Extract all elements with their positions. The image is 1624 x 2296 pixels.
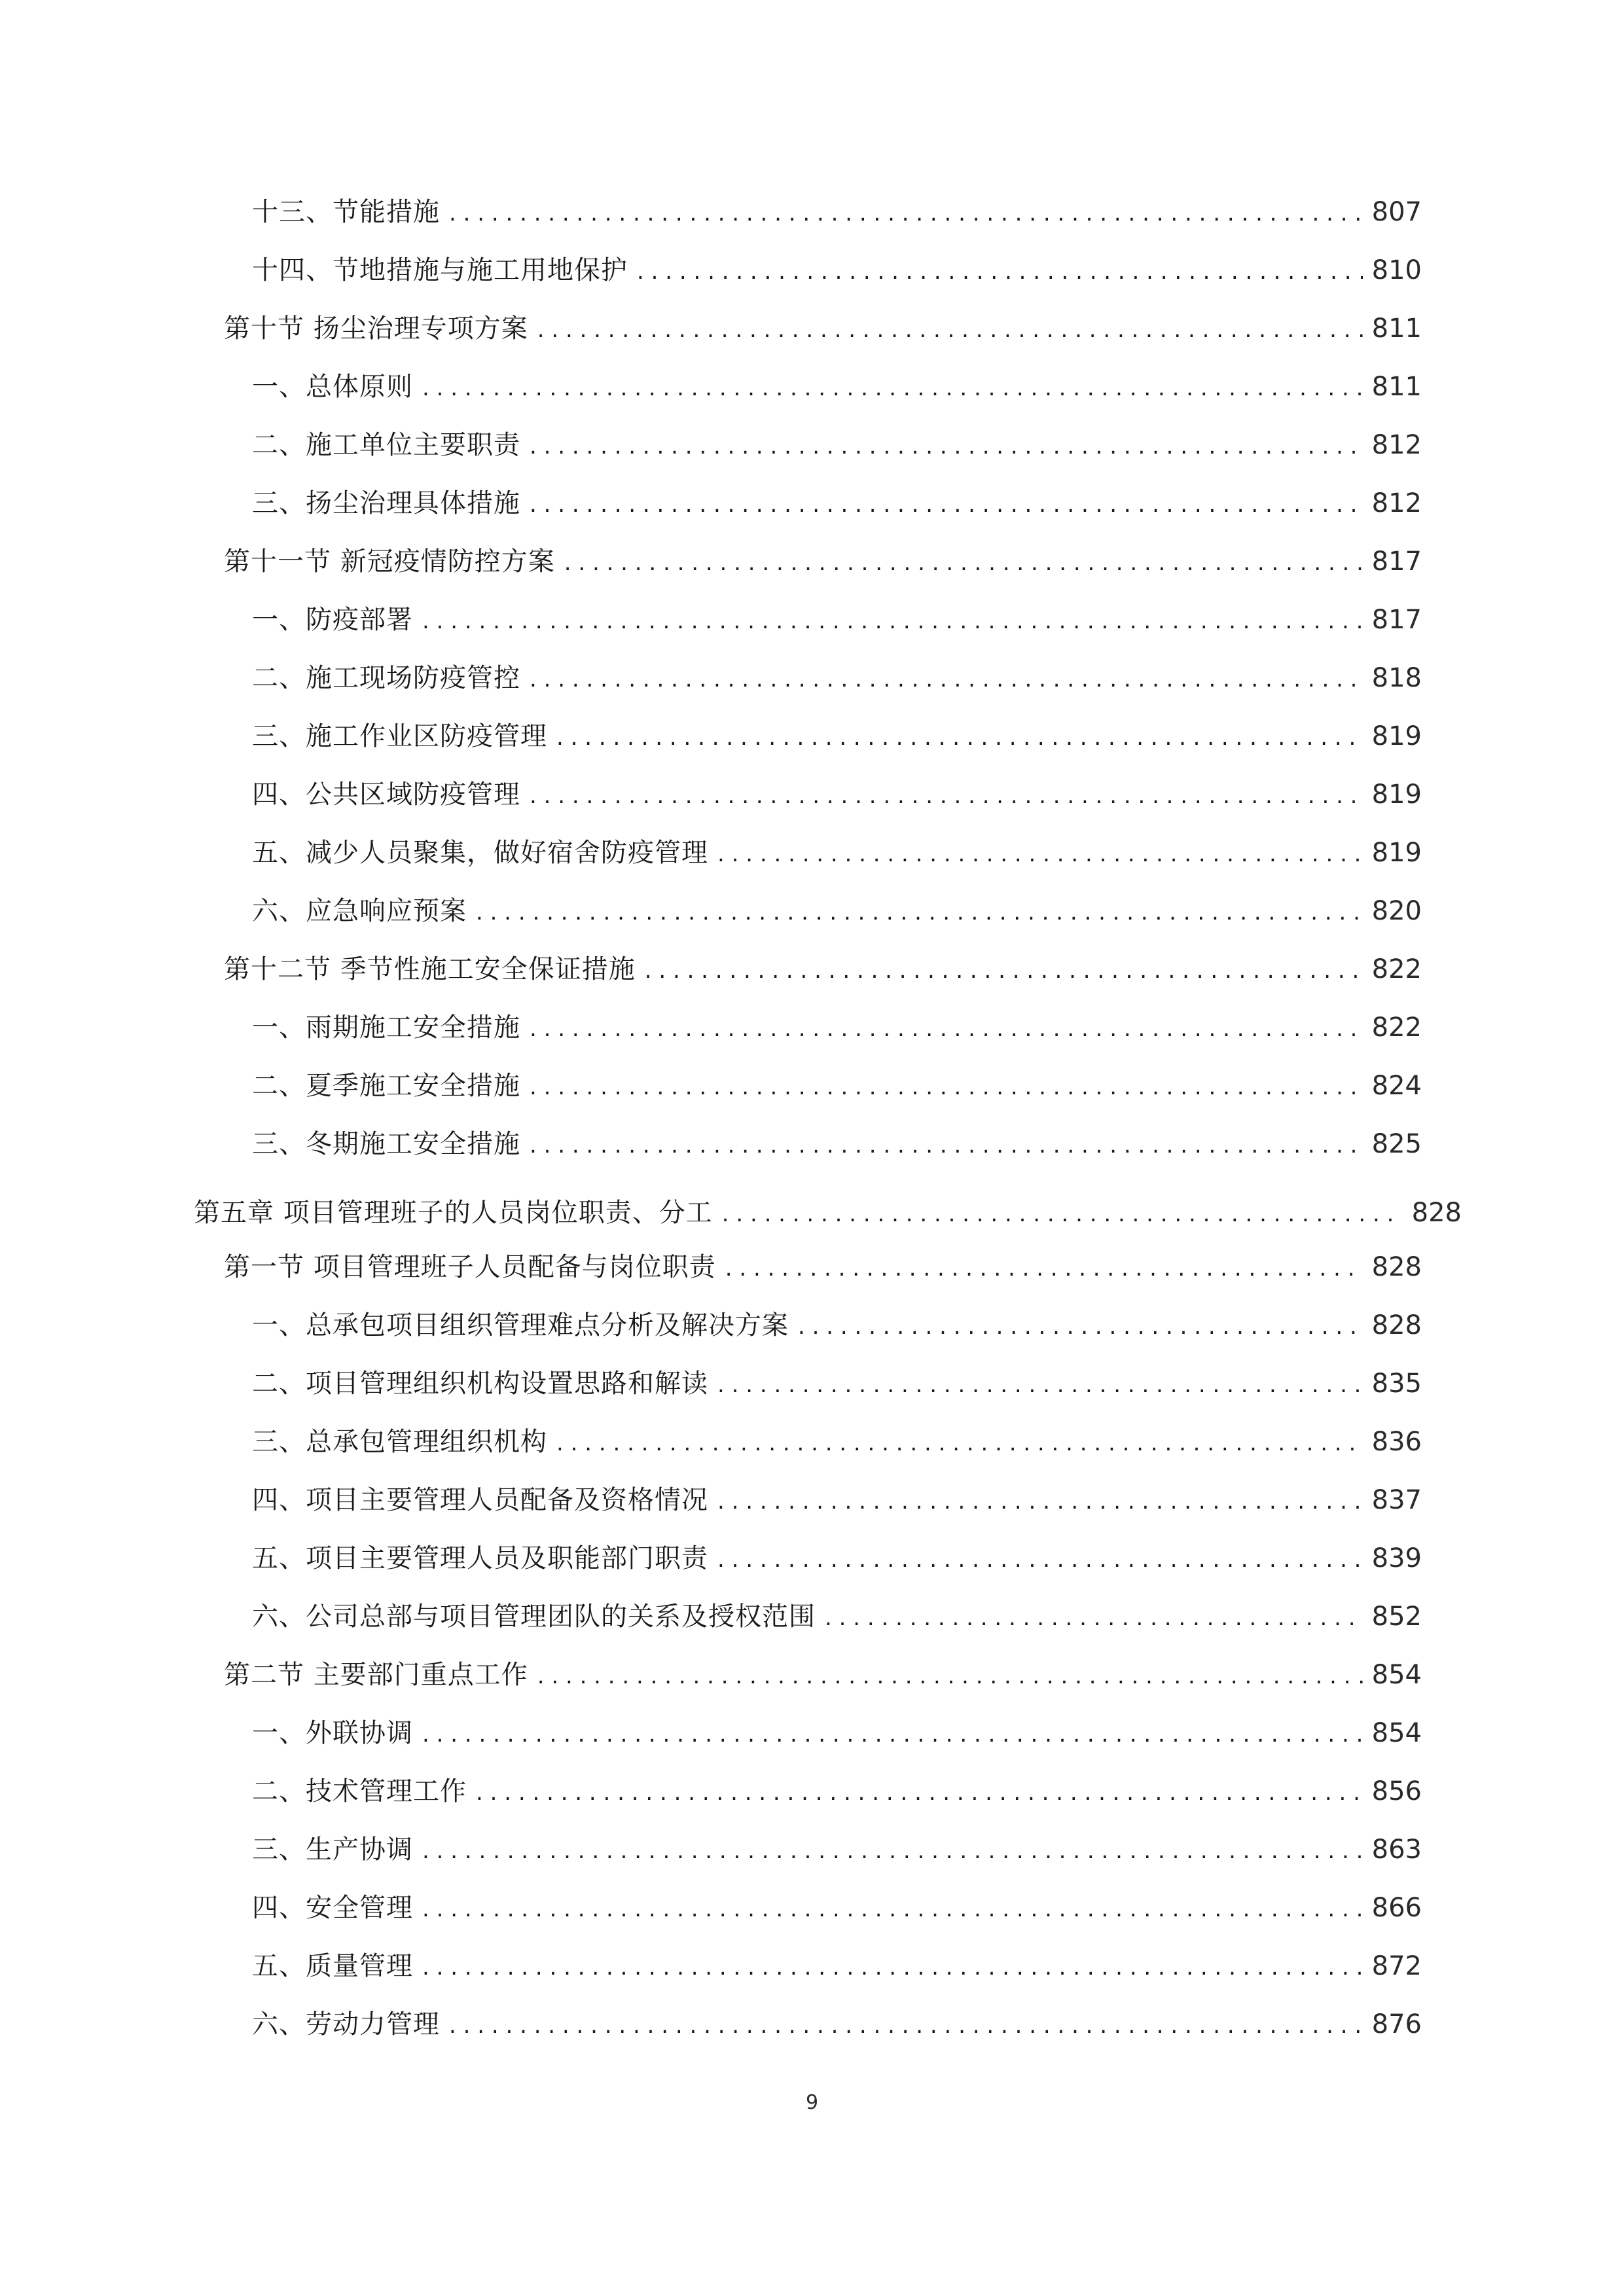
toc-entry[interactable] — [252, 1713, 1422, 1753]
toc-entry-page: 810 — [1371, 255, 1422, 285]
toc-entry-page: 812 — [1371, 430, 1422, 460]
toc-entry-page: 819 — [1371, 780, 1422, 810]
toc-dot-leader — [530, 660, 1363, 699]
toc-entry-page: 828 — [1371, 1310, 1422, 1340]
toc-entry-title: 第十节 扬尘治理专项方案 — [224, 314, 528, 344]
toc-entry-page: 835 — [1371, 1369, 1422, 1399]
toc-dot-leader — [825, 1598, 1363, 1638]
toc-entry-page: 812 — [1371, 488, 1422, 518]
toc-entry-page: 819 — [1371, 838, 1422, 868]
toc-entry-title: 二、施工现场防疫管控 — [252, 663, 520, 693]
toc-entry-page: 824 — [1371, 1071, 1422, 1101]
toc-entry-title: 五、项目主要管理人员及职能部门职责 — [252, 1543, 708, 1573]
toc-entry[interactable] — [252, 1597, 1422, 1636]
toc-entry-title: 十四、节地措施与施工用地保护 — [252, 255, 628, 285]
toc-entry-title: 五、减少人员聚集，做好宿舍防疫管理 — [252, 838, 708, 868]
toc-entry-page: 854 — [1371, 1718, 1422, 1748]
toc-entry-page: 836 — [1371, 1427, 1422, 1457]
toc-dot-leader — [422, 1831, 1363, 1871]
toc-dot-leader — [725, 1249, 1363, 1288]
toc-entry-title: 三、扬尘治理具体措施 — [252, 488, 520, 518]
toc-entry[interactable] — [252, 1539, 1422, 1578]
toc-entry-title: 三、施工作业区防疫管理 — [252, 721, 547, 751]
toc-dot-leader — [530, 1067, 1363, 1107]
toc-dot-leader — [476, 893, 1363, 932]
toc-section-entry[interactable] — [224, 309, 1422, 348]
toc-dot-leader — [798, 1307, 1363, 1346]
toc-chapter-entry[interactable] — [194, 1193, 1462, 1232]
toc-entry[interactable] — [252, 367, 1422, 406]
toc-entry[interactable] — [252, 1008, 1422, 1047]
toc-entry-title: 第五章 项目管理班子的人员岗位职责、分工 — [194, 1198, 713, 1228]
toc-entry-title: 一、总承包项目组织管理难点分析及解决方案 — [252, 1310, 789, 1340]
toc-entry-title: 六、应急响应预案 — [252, 896, 467, 926]
toc-entry-page: 818 — [1371, 663, 1422, 693]
toc-section-entry[interactable] — [224, 950, 1422, 989]
toc-entry-title: 二、施工单位主要职责 — [252, 430, 520, 460]
toc-entry-page: 856 — [1371, 1776, 1422, 1806]
toc-entry[interactable] — [252, 1888, 1422, 1928]
toc-section-entry[interactable] — [224, 1247, 1422, 1287]
toc-entry-page: 854 — [1371, 1660, 1422, 1690]
toc-entry-page: 807 — [1371, 197, 1422, 227]
toc-dot-leader — [449, 194, 1363, 233]
toc-entry-page: 866 — [1371, 1893, 1422, 1923]
toc-dot-leader — [530, 485, 1363, 524]
toc-entry-title: 第一节 项目管理班子人员配备与岗位职责 — [224, 1252, 716, 1282]
toc-entry-page: 811 — [1371, 372, 1422, 402]
toc-entry-title: 三、生产协调 — [252, 1835, 413, 1865]
toc-dot-leader — [449, 2006, 1363, 2045]
toc-entry-page: 837 — [1371, 1485, 1422, 1515]
toc-entry[interactable] — [252, 1422, 1422, 1462]
toc-entry[interactable] — [252, 192, 1422, 232]
toc-dot-leader — [717, 1540, 1363, 1579]
toc-entry[interactable] — [252, 251, 1422, 290]
toc-section-entry[interactable] — [224, 1655, 1422, 1695]
toc-entry-title: 六、劳动力管理 — [252, 2009, 440, 2039]
toc-entry[interactable] — [252, 425, 1422, 465]
toc-dot-leader — [422, 601, 1363, 641]
toc-dot-leader — [537, 1657, 1363, 1696]
toc-entry-page: 811 — [1371, 314, 1422, 344]
toc-entry-title: 第十一节 新冠疫情防控方案 — [224, 547, 555, 577]
toc-entry-title: 四、项目主要管理人员配备及资格情况 — [252, 1485, 708, 1515]
toc-entry[interactable] — [252, 600, 1422, 639]
toc-entry-title: 二、项目管理组织机构设置思路和解读 — [252, 1369, 708, 1399]
toc-entry-title: 三、冬期施工安全措施 — [252, 1129, 520, 1159]
toc-dot-leader — [717, 834, 1363, 874]
toc-section-entry[interactable] — [224, 542, 1422, 581]
toc-entry[interactable] — [252, 717, 1422, 756]
toc-entry-page: 822 — [1371, 1013, 1422, 1043]
toc-entry-page: 872 — [1371, 1951, 1422, 1981]
page-number: 9 — [805, 2091, 819, 2114]
toc-entry[interactable] — [252, 1480, 1422, 1520]
toc-entry-title: 第十二节 季节性施工安全保证措施 — [224, 954, 636, 984]
toc-entry-page: 828 — [1371, 1252, 1422, 1282]
toc-entry-page: 822 — [1371, 954, 1422, 984]
toc-entry[interactable] — [252, 833, 1422, 872]
toc-entry-title: 第二节 主要部门重点工作 — [224, 1660, 528, 1690]
toc-entry-title: 二、夏季施工安全措施 — [252, 1071, 520, 1101]
toc-entry-page: 820 — [1371, 896, 1422, 926]
toc-dot-leader — [537, 310, 1363, 350]
toc-dot-leader — [476, 1773, 1363, 1812]
toc-dot-leader — [422, 1890, 1363, 1929]
toc-dot-leader — [645, 951, 1363, 990]
toc-dot-leader — [722, 1194, 1403, 1234]
toc-entry-title: 四、安全管理 — [252, 1893, 413, 1923]
toc-entry-page: 876 — [1371, 2009, 1422, 2039]
toc-dot-leader — [530, 776, 1363, 816]
toc-entry-page: 817 — [1371, 547, 1422, 577]
toc-entry-title: 十三、节能措施 — [252, 197, 440, 227]
toc-dot-leader — [556, 1424, 1363, 1463]
toc-entry[interactable] — [252, 484, 1422, 523]
toc-entry-title: 一、防疫部署 — [252, 605, 413, 635]
toc-entry[interactable] — [252, 775, 1422, 814]
toc-dot-leader — [564, 543, 1363, 583]
toc-entry[interactable] — [252, 1066, 1422, 1105]
toc-entry[interactable] — [252, 1830, 1422, 1869]
toc-entry[interactable] — [252, 1306, 1422, 1345]
toc-entry-title: 五、质量管理 — [252, 1951, 413, 1981]
toc-entry-title: 一、外联协调 — [252, 1718, 413, 1748]
toc-dot-leader — [717, 1365, 1363, 1405]
toc-entry-title: 一、雨期施工安全措施 — [252, 1013, 520, 1043]
toc-entry[interactable] — [252, 891, 1422, 931]
toc-entry-title: 六、公司总部与项目管理团队的关系及授权范围 — [252, 1602, 816, 1632]
toc-dot-leader — [556, 718, 1363, 757]
toc-entry-title: 二、技术管理工作 — [252, 1776, 467, 1806]
toc-entry-page: 819 — [1371, 721, 1422, 751]
toc-entry[interactable] — [252, 658, 1422, 698]
toc-dot-leader — [422, 1715, 1363, 1754]
toc-entry-title: 三、总承包管理组织机构 — [252, 1427, 547, 1457]
toc-entry[interactable] — [252, 1946, 1422, 1986]
toc-dot-leader — [717, 1482, 1363, 1521]
toc-entry-title: 四、公共区域防疫管理 — [252, 780, 520, 810]
toc-dot-leader — [530, 1126, 1363, 1165]
toc-entry-page: 828 — [1411, 1198, 1462, 1228]
toc-dot-leader — [422, 1948, 1363, 1987]
toc-entry-page: 825 — [1371, 1129, 1422, 1159]
toc-entry-title: 一、总体原则 — [252, 372, 413, 402]
toc-entry[interactable] — [252, 1364, 1422, 1403]
toc-entry-page: 817 — [1371, 605, 1422, 635]
toc-entry-page: 852 — [1371, 1602, 1422, 1632]
toc-entry[interactable] — [252, 2005, 1422, 2044]
toc-entry-page: 839 — [1371, 1543, 1422, 1573]
toc-dot-leader — [637, 252, 1363, 291]
toc-dot-leader — [530, 1009, 1363, 1049]
toc-entry[interactable] — [252, 1124, 1422, 1164]
toc-entry[interactable] — [252, 1772, 1422, 1811]
toc-dot-leader — [422, 368, 1363, 408]
toc-entry-page: 863 — [1371, 1835, 1422, 1865]
toc-dot-leader — [530, 427, 1363, 466]
